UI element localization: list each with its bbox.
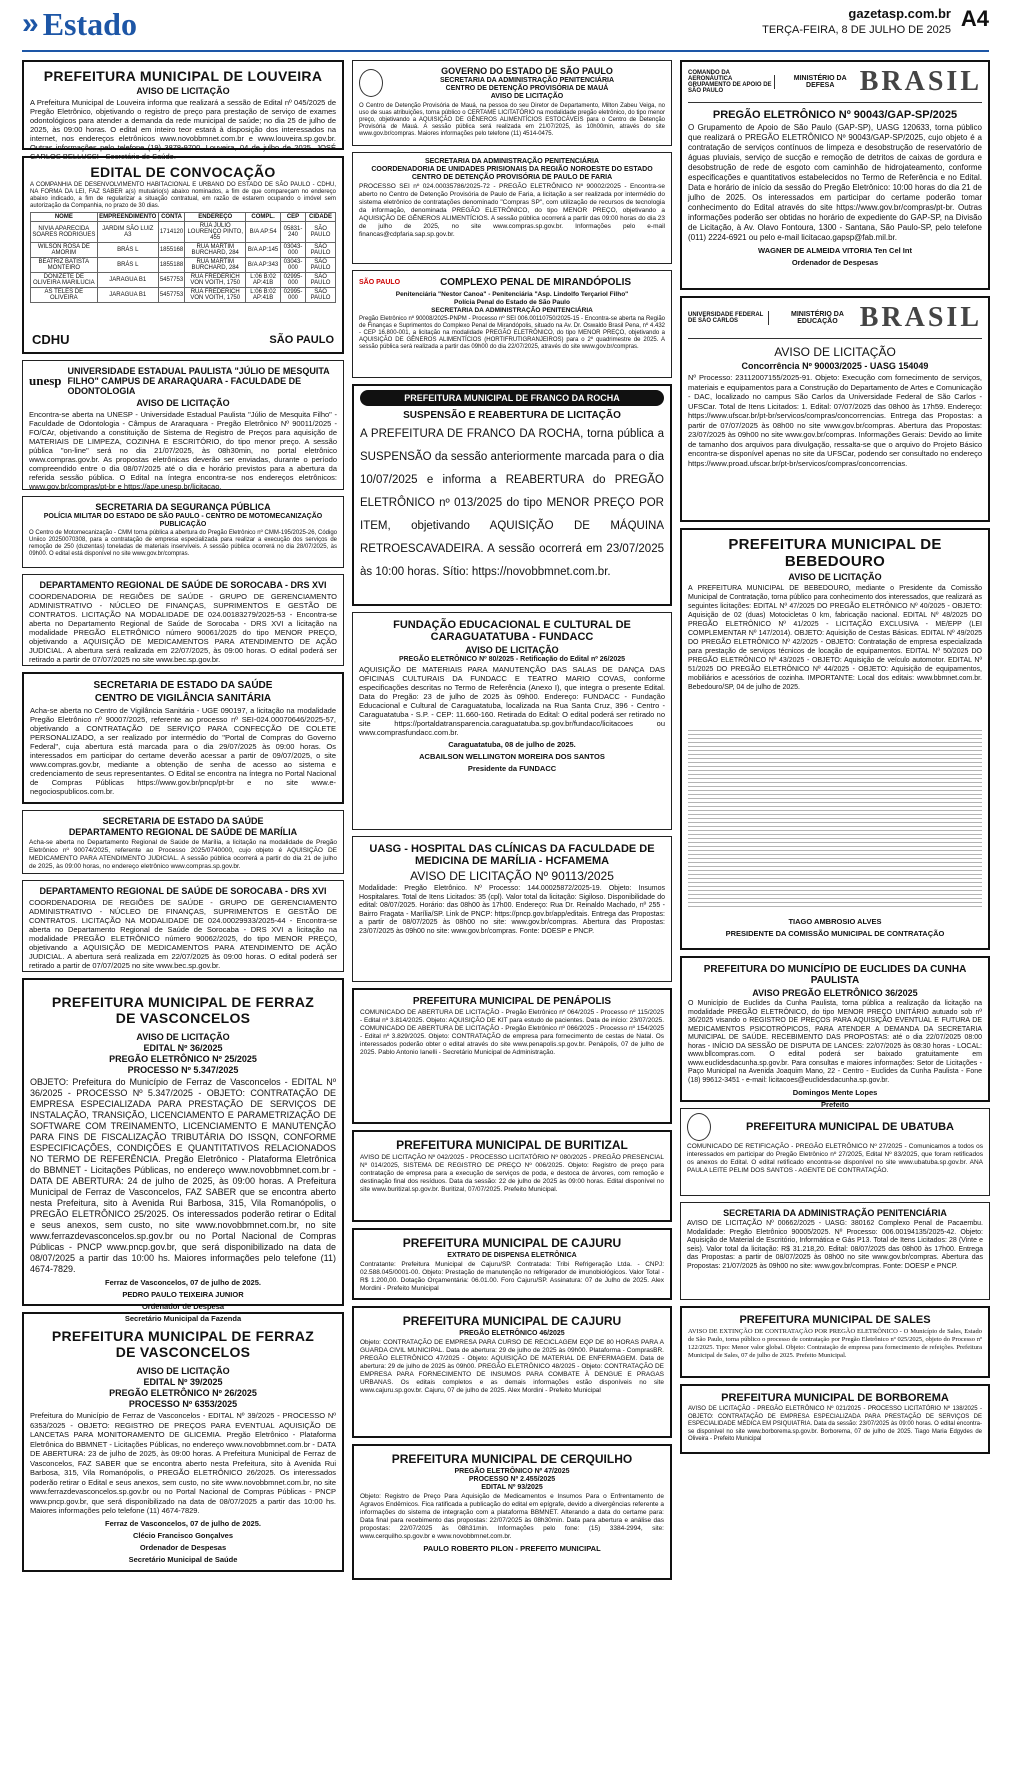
ad-title-2: DEPARTAMENTO REGIONAL DE SAÚDE DE MARÍLIA <box>68 827 298 837</box>
ad-body: O Centro de Motomecanização - CMM torna pública a abertura do Pregão Eletrônico nº CMM-195/2025-26, Código Uniico 20250070308, para a contratação de empresa especializada para realizar a execução dos serviços de remoção de 250 (duzentas) toneladas de materiais inservíveis. A sessão pública ocorrerá no dia 28/07/2025, às 09h00. O edital está disponível no site www.gov.br/compras. <box>29 530 337 557</box>
issue-date: TERÇA-FEIRA, 8 DE JULHO DE 2025 <box>762 24 951 36</box>
table-cell: 1855168 <box>158 243 184 258</box>
ad-title: PREFEITURA MUNICIPAL DE FERRAZ DE VASCONCELOS <box>51 994 315 1026</box>
signature-name: PAULO ROBERTO PILON - PREFEITO MUNICIPAL <box>423 1544 601 1553</box>
ad-title: AVISO DE LICITAÇÃO <box>774 345 896 359</box>
ad-subtitle: EDITAL Nº 39/2025 <box>143 1377 223 1387</box>
ad-vigilancia <box>22 672 344 804</box>
signature-role: Presidente da FUNDACC <box>467 764 557 773</box>
ad-title: FUNDAÇÃO EDUCACIONAL E CULTURAL DE CARAGUATATUBA - FUNDACC <box>393 619 631 643</box>
ad-ferraz-1 <box>22 978 344 1323</box>
ad-title: SECRETARIA DA ADMINISTRAÇÃO PENITENCIÁRIA <box>723 1208 947 1218</box>
table-cell: B/A AP:343 <box>246 258 281 273</box>
masthead-rule <box>22 50 989 52</box>
ad-subtitle-2: PUBLICAÇÃO <box>159 521 207 528</box>
city-crest-icon <box>687 1113 711 1141</box>
ad-subtitle: COORDENADORIA DE UNIDADES PRISIONAIS DA REGIÃO NOROESTE DO ESTADO <box>371 166 653 173</box>
ad-title: PREFEITURA DO MUNICÍPIO DE EUCLIDES DA CUNHA PAULISTA <box>703 964 967 986</box>
table-cell: JARAGUA B1 <box>97 273 158 288</box>
ad-title: SECRETARIA DA ADMINISTRAÇÃO PENITENCIÁRIA <box>424 158 600 165</box>
signature-name: TIAGO AMBROSIO ALVES <box>788 917 882 926</box>
table-cell: B/A AP:145 <box>246 243 281 258</box>
ad-penitenciaria <box>352 152 672 264</box>
ad-title-2: CENTRO DE VIGILÂNCIA SANITÁRIA <box>94 693 272 704</box>
ad-body: A COMPANHIA DE DESENVOLVIMENTO HABITACIONAL E URBANO DO ESTADO DE SÃO PAULO - CDHU, NA FORMA DA LEI, FAZ SABER a(s) mutuário(s) abaixo nominados, a fim de que compareçam no endereço abaixo indicado, a fim de regularizar a situação contratual, em razão de estarem ocupando o imóvel sem autorização da Companhia, no prazo de 30 dias. <box>30 182 336 209</box>
ad-mirandopolis <box>352 270 672 378</box>
ad-title: SUSPENSÃO E REABERTURA DE LICITAÇÃO <box>403 410 621 421</box>
table-header: CEP <box>280 213 305 222</box>
ad-body: Prefeitura do Município de Ferraz de Vasconcelos - EDITAL Nº 39/2025 - PROCESSO Nº 6353/2025 - OBJETO: REGISTRO DE PREÇOS PARA EVENTUAL AQUISIÇÃO DE LANCETAS PARA MONITORAMENTO DE GLICEMIA. Pregão Eletrônico - Plataforma Eletrônica do BBMNET - Licitações Públicas, no endereço www.novobbmnet.com.br - DATA DE ABERTURA: 23 de julho de 2025, às 09:00 horas. A Prefeitura Municipal de Ferraz de Vasconcelos, FAZ SABER que se encontra aberto nesta Prefeitura, sito à Avenida Rui Barbosa, 315, Vila Romanópolis, o PREGÃO ELETRÔNICO 26/2025. Os interessados poderão retirar o Edital e seus anexos, sem custo, no site www.novobbmnet.com.br, no site www.ferrazdevasconcelos.sp.gov.br ou no Portal Nacional de Compras Públicas - PNCP www.pncp.gov.br, que será disponibilizado na data de 08/07/2025 a partir das 10:00 hs. Maiores informações pelo telefone (11) 4674-7829. <box>30 1411 336 1515</box>
ad-body: O Município de Euclides da Cunha Paulista, torna pública a realização da licitação na modalidade PREGÃO ELETRÔNICO, do tipo MENOR PREÇO UNITÁRIO autuado sob nº 36/2025 visando o REGISTRO DE PREÇOS PARA AQUISIÇÃO EVENTUAL E FUTURA DE MEDICAMENTOS PSICOTRÓPICOS, PARA ATENDER A DEMANDA DA SECRETARIA MUNICIPAL DE SAÚDE. RECEBIMENTO DAS PROPOSTAS: até o dia 22/07/2025 08:00 horas - INÍCIO DA SESSÃO DE DISPUTA DE LANCES: 22/07/2025 às 08:30 horas - LOCAL: www.bllcompras.com. O edital poderá ser baixado gratuitamente em www.euclidesdacunha.sp.gov.br. Para consultas e maiores informações: Setor de Licitações - Paço Municipal na Avenida Joaquim Mano, 22 - Centro - Euclides da Cunha Paulista - Fone (18) 99612-3451 - e-mail: licitacoes@euclidesdacunha.sp.gov.br. <box>688 1000 982 1084</box>
ministry-name: MINISTÉRIO DA DEFESA <box>774 75 860 89</box>
ad-body: Nº Processo: 23112007155/2025-91. Objeto: Execução com fornecimento de serviços, materiais e equipamentos para a Construção do Departamento de Artes e Comunicação - DAC, localizado no campus São Carlos da Universidade Federal de São Carlos - UFSCar. Total de Itens Licitados: 1. Edital: 07/07/2025 das 08h00 às 17h59. Endereço: https://www.ufscar.br/pt-br/servicos/compras/concorrencias. Entrega das Propostas: a partir de 07/07/2025 às 08h00 no site www.gov.br/compras. Abertura das Propostas: 23/07/2025 às 09h00 no site www.gov.br/compras. Informações Gerais: Devido ao limite de tamanho dos arquivos para divulgação, ressalta-se que o arquivo do Projeto Básico encontra-se disponível apenas no site da UFSCar, podendo ser consultado no endereço https://www.proad.ufscar.br/pt-br/servicos/compras/concorrencias. <box>688 373 982 468</box>
ad-body: Pregão Eletrônico nº 90008/2025-PNPM - Processo nº SEI 006.00110750/2025-15 - Encontra-se aberta na Região de Finanças e Suprimentos do Complexo Penal de Mirandópolis, situado na Av. Dr. Oswaldo Brasil Pena, nº 4.432 - CEP 16.800-001, a licitação na modalidade PREGÃO ELETRÔNICO, do tipo MENOR PREÇO, objetivando a AQUISIÇÃO DE GÊNEROS ALIMENTÍCIOS (HORTIFRUTIGRANJEIROS) para o 2º quadrimestre de 2025. A sessão pública será realizada a partir das 09h00 do dia 22/07/2025, através do site www.gov.br/compras. <box>359 316 665 350</box>
ad-date: Ferraz de Vasconcelos, 07 de julho de 2025. <box>105 1278 261 1287</box>
ad-subtitle: PROCESSO Nº 5.347/2025 <box>127 1065 239 1075</box>
table-cell: WILSON ROSA DE AMORIM <box>31 243 98 258</box>
table-cell: 05831-240 <box>280 222 305 243</box>
ad-subtitle: AVISO DE LICITAÇÃO <box>788 572 882 582</box>
chevron-logo-icon: » <box>22 7 33 40</box>
gov-header <box>359 65 665 101</box>
ad-body: Acha-se aberta no Departamento Regional de Saúde de Marília, a licitação na modalidade de Pregão Eletrônico nº 90074/2025, referente ao Processo 2025/0740000, cujo objeto é AQUISIÇÃO DE MEDICAMENTO PARA ATENDIMENTO JUDICIAL. A sessão pública ocorrerá a partir do dia 21 de julho de 2025, às 09:00 horas, no endereço eletrônico www.compras.sp.gov.br. <box>29 839 337 870</box>
table-cell: NIVIA APARECIDA SOARES RODRIGUES <box>31 222 98 243</box>
org-name: COMANDO DA AERONÁUTICA GRUPAMENTO DE APOIO DE SÃO PAULO <box>688 70 772 94</box>
ad-subtitle: EXTRATO DE DISPENSA ELETRÔNICA <box>447 1252 577 1259</box>
table-cell: SÃO PAULO <box>306 243 336 258</box>
ad-body: COORDENADORIA DE REGIÕES DE SAÚDE - GRUPO DE GERENCIAMENTO ADMINISTRATIVO - NÚCLEO DE FINANÇAS, SUPRIMENTOS E GESTÃO DE CONTRATOS. LICITAÇÃO NA MODALIDADE DE 024.00183279/2025-53 - Encontra-se aberta no Departamento Regional de Saúde de Sorocaba - DRS XVI a licitação na modalidade PREGÃO ELETRÔNICO número 90061/2025 do tipo MENOR PREÇO, objetivando a AQUISIÇÃO DE MEDICAMENTOS PARA ATENDIMENTO DE AÇÃO JUDICIAL. A abertura será realizada em 22/07/2025, às 09:00 horas. O edital poderá ser retirado a partir de 07/07/2025 no site www.bec.sp.gov.br. <box>29 592 337 664</box>
ad-date: Caraguatatuba, 08 de julho de 2025. <box>448 740 576 749</box>
table-row <box>31 243 336 258</box>
ad-title: SECRETARIA DE ESTADO DA SAÚDE <box>93 680 273 691</box>
ad-title: PREFEITURA MUNICIPAL DE UBATUBA <box>746 1121 954 1133</box>
ad-penapolis <box>352 988 672 1124</box>
column-2 <box>352 60 672 1776</box>
ad-title: PREFEITURA MUNICIPAL DE BEBEDOURO <box>728 536 942 570</box>
ad-ferraz-2 <box>22 1312 344 1572</box>
org-name: UNIVERSIDADE FEDERAL DE SÃO CARLOS <box>688 312 764 324</box>
ad-body: OBJETO: Prefeitura do Município de Ferraz de Vasconcelos - EDITAL Nº 36/2025 - PROCESSO Nº 5.347/2025 - OBJETO: CONTRATAÇÃO DE EMPRESA ESPECIALIZADA PARA PRESTAÇÃO DE SERVIÇOS DE INSTALAÇÃO, TRANSIÇÃO, LICENCIAMENTO E PARAMETRIZAÇÃO DE SOFTWARE COM TREINAMENTO, LICENCIAMENTO E MANUTENÇÃO PARA FINS DE FISCALIZAÇÃO TRIBUTÁRIA DO ISSQN, CONFORME ESPECIFICAÇÕES, CONDIÇÕES E QUANTITATIVOS RELACIONADOS NO TERMO DE REFERÊNCIA. Pregão Eletrônico - Plataforma Eletrônica do BBMNET - Licitações Públicas, no endereço www.novobbmnet.com.br - DATA DE ABERTURA: 24 de julho de 2025, às 09:00 horas. A Prefeitura Municipal de Ferraz de Vasconcelos, FAZ SABER que se encontra aberto nesta Prefeitura, sito à Avenida Rui Barbosa, 315, Vila Romanópolis, o PREGÃO ELETRÔNICO 25/2025. Os interessados poderão retirar o Edital e seus anexos, sem custo, no site www.novobbmnet.com.br, no site www.ferrazdevasconcelos.sp.gov.br ou no Portal Nacional de Compras Públicas - PNCP www.pncp.gov.br, que será disponibilizado na data de 08/07/2025 a partir das 10:00 hs. Maiores informações pelo telefone (11) 4674-7829. <box>30 1077 336 1274</box>
ad-ufscar <box>680 296 990 522</box>
table-cell: RUA MARTIM BURCHARD, 284 <box>185 243 246 258</box>
ad-subtitle: AVISO DE LICITAÇÃO <box>136 398 230 408</box>
ad-body: AVISO DE LICITAÇÃO Nº 00662/2025 - UASG: 380162 Complexo Penal de Pacaembu. Modalidade: Pregão Eletrônico 90005/2025. Nº Processo: 006.00194135/2025-42. Objeto: Aquisição de Material de Escritório, Informática e Gás P13. Total de Itens Licitados: 28 (Vinte e seis). Valor total da licitação: R$ 31.218,20. Edital: 08/07/2025 das 08h00 às 17h00. Entrega das Propostas: a partir de 08/07/2025 às 08h00 no site www.gov.br/compras. Abertura das Propostas: 21/07/2025 às 09h00 no site: www.gov.br/compras. Fonte: DOESP e PNCP. <box>687 1220 983 1270</box>
table-cell: 1855188 <box>158 258 184 273</box>
table-cell: AS TELES DE OLIVEIRA <box>31 288 98 303</box>
signature-role: Ordenador de Despesa <box>141 1302 225 1311</box>
ad-gov-maua <box>352 60 672 146</box>
ad-title: PREGÃO ELETRÔNICO Nº 90043/GAP-SP/2025 <box>712 109 958 121</box>
ad-body: AQUISIÇÃO DE MATERIAIS PARA MANUTENÇÃO DAS SALAS DE DANÇA DAS OFICINAS CULTURAIS DA FUNDACC E TEATRO MARIO COVAS, conforme especificações descritas no Termo de Referência (Anexo I), que integra o presente Edital. Data do Pregão: 23 de julho de 2025 às 09h00. Endereço: FUNDACC - Fundação Educacional e Cultural de Caraguatatuba, localizada na Rua Santa Cruz, 396 - Centro - Caraguatatuba - S.P. - CEP: 11.660-160. Retirada do Edital: O edital poderá ser retirado no site https://portaldatransparencia.caraguatatuba.sp.gov.br/fundacc/licitacoes ou www.comprasfundacc.com.br. <box>359 665 665 737</box>
ad-subtitle: Polícia Penal do Estado de São Paulo <box>454 299 570 306</box>
unesp-logo: unesp <box>29 373 62 388</box>
ad-uasg-hcfamema <box>352 836 672 982</box>
gov-header <box>359 275 665 290</box>
column-1 <box>22 60 344 1776</box>
ad-cajuru-2 <box>352 1306 672 1438</box>
table-cell: 5457753 <box>158 288 184 303</box>
ministry-header <box>688 302 982 339</box>
ad-subtitle: EDITAL Nº 36/2025 <box>143 1043 223 1053</box>
table-cell: DONIZETE DE OLIVEIRA MARILUCIA <box>31 273 98 288</box>
signature-role: PRESIDENTE DA COMISSÃO MUNICIPAL DE CONTRATAÇÃO <box>725 929 945 938</box>
section-title: Estado <box>42 6 137 42</box>
table-cell: BEATRIZ BATISTA MONTEIRO <box>31 258 98 273</box>
signature-role: Prefeito <box>821 1100 849 1109</box>
signature-dept: Secretário Municipal de Saúde <box>128 1554 238 1564</box>
table-cell: JARAGUA B1 <box>97 288 158 303</box>
table-row <box>31 273 336 288</box>
ad-bebedouro <box>680 528 990 950</box>
table-header: NOME <box>31 213 98 222</box>
table-row <box>31 288 336 303</box>
brasil-logo: BRASIL <box>859 66 982 97</box>
ad-body: AVISO DE EXTINÇÃO DE CONTRATAÇÃO POR PREGÃO ELETRÔNICO - O Município de Sales, Estado de São Paulo, torna público o processo de contratação por Pregão Eletrônico nº 025/2025, objeto do Processo nº 122/2025. Tipo: Menor valor global. Objeto: Contratação de empresa para fornecimento de refeições. Prefeitura Municipal de Sales, 07 de julho de 2025. Prefeito Municipal. <box>688 1328 982 1359</box>
table-cell: SÃO PAULO <box>306 258 336 273</box>
ad-seguranca <box>22 496 344 568</box>
sao-paulo-logo: SÃO PAULO <box>359 279 401 286</box>
table-cell: RUA JULIO LOURENÇO PINTO, 455 <box>185 222 246 243</box>
ad-subtitle: AVISO DE LICITAÇÃO <box>136 1032 230 1042</box>
ad-cajuru-1 <box>352 1228 672 1300</box>
table-cell: BRÁS L <box>97 258 158 273</box>
table-header: CIDADE <box>306 213 336 222</box>
signature-dept: Secretário Municipal da Fazenda <box>124 1314 242 1323</box>
table-header: COMPL. <box>246 213 281 222</box>
ad-subtitle: EDITAL Nº 93/2025 <box>481 1484 543 1491</box>
convocation-table <box>30 212 336 303</box>
table-cell: RUA FREDERICH VON VOITH, 1750 <box>185 273 246 288</box>
ad-subtitle: AVISO DE LICITAÇÃO Nº 90113/2025 <box>410 869 614 883</box>
table-row <box>31 258 336 273</box>
section-logo <box>22 8 137 40</box>
ministry-name: MINISTÉRIO DA EDUCAÇÃO <box>768 311 860 325</box>
ad-title: SECRETARIA DE ESTADO DA SAÚDE <box>102 816 264 826</box>
ad-body: O Grupamento de Apoio de São Paulo (GAP-SP), UASG 120633, torna público que realizará o PREGÃO ELETRÔNICO Nº 90043/GAP-SP/2025, cujo objeto é a contratação de serviços contínuos de limpeza e desobstrução de reservatório de águas pluviais, serviço de sucção e remoção de detritos de caixas de gordura e desobstrução de rede de esgoto com caminhão de hidrojateamento, conforme especificações e quantitativos estabelecidos no Termo de Referência e no Edital. Data e horário de início da sessão do Pregão Eletrônico: 10:00 horas do dia 21 de julho de 2025. Os interessados em participar do certame poderão tomar conhecimento do Edital através do site https://www.gov.br/compras/pt-br. Outras informações poderão ser obtidas no horário de expediente do GAP-SP, na Divisão de Licitação, à Av. Olavo Fontoura, 1300 - Santana, São Paulo-SP, pelo telefone (011) 2224-6921 ou pelo e-mail licitacao.gapsp@fab.mil.br. <box>688 123 982 242</box>
table-cell: 03043-000 <box>280 258 305 273</box>
brasil-logo: BRASIL <box>859 302 982 333</box>
table-cell: SÃO PAULO <box>306 222 336 243</box>
ad-banner: PREFEITURA MUNICIPAL DE FRANCO DA ROCHA <box>360 390 664 406</box>
table-cell: B/A AP:54 <box>246 222 281 243</box>
ad-title: DEPARTAMENTO REGIONAL DE SAÚDE DE SOROCABA - DRS XVI <box>39 580 327 590</box>
ad-body: Acha-se aberta no Centro de Vigilância Sanitária - UGE 090197, a licitação na modalidade Pregão Eletrônico nº 90007/2025, referente ao processo nº SEI-024.00070646/2025-57, objetivando a CONTRATAÇÃO DE SERVIÇO PARA CONFECÇÃO DE COLETE PERSONALIZADO, a ser realizado por intermédio do "Portal de Compras do Governo Federal", cuja abertura está marcada para o dia 29/07/2025 às 09:00 horas. Os interessados em participar do certame deverão acessar a partir de 09/07/2025, o site www.compras.gov.br, mediante a obtenção de senha de acesso ao sistema e credenciamento de seus representantes. O Edital se encontra na íntegra no Portal Nacional de Compras Públicas https://www.gov.br/pncp/pt-br e no site www.e-negociospublicos.com.br. <box>30 706 336 796</box>
ad-louveira <box>22 60 344 161</box>
ad-borborema <box>680 1384 990 1454</box>
ad-subtitle: PROCESSO Nº 2.455/2025 <box>468 1476 556 1483</box>
unesp-header <box>29 365 337 397</box>
ad-sorocaba-1 <box>22 574 344 666</box>
signature-role: Ordenador de Despesas <box>791 258 879 267</box>
ad-title: PREFEITURA MUNICIPAL DE CERQUILHO <box>391 1452 633 1466</box>
ad-sap-pacaembu <box>680 1202 990 1300</box>
table-cell: 02995-000 <box>280 288 305 303</box>
ad-buritizal <box>352 1130 672 1222</box>
ministry-header <box>688 66 982 103</box>
ad-body: Objeto: CONTRATAÇÃO DE EMPRESA PARA CURSO DE RECICLAGEM EQP DE 80 HORAS PARA A GUARDA CIVIL MUNICIPAL. Data de abertura: 29 de julho de 2025 às 09h00. Plataforma - ComprasBR. PREGÃO ELETRÔNICO 47/2025 - Objeto: AQUISIÇÃO DE MATERIAL DE ENFERMAGEM. Data de abertura: 29 de julho de 2025 às 09h00. PREGÃO ELETRÔNICO 48/2025 - Objeto: CONTRATAÇÃO DE EMPRESA PARA FORNECIMENTO DE INSUMOS PARA COMBATE À DENGUE E PRAGAS URBANAS. Os editais completos e as demais informações estão disponíveis no site www.cajuru.sp.gov.br. Cajuru, 07 de julho de 2025. Alex Mordini - Prefeito Municipal <box>360 1339 664 1394</box>
cdhu-logo: CDHU <box>32 332 70 347</box>
ad-subtitle: AVISO DE LICITAÇÃO <box>465 645 559 655</box>
ad-subtitle: SECRETARIA DA ADMINISTRAÇÃO PENITENCIÁRIA <box>439 77 615 84</box>
table-header: CONTA <box>158 213 184 222</box>
ad-body: A PREFEITURA MUNICIPAL DE BEBEDOURO, mediante o Presidente da Comissão Municipal de Contratação, torna público para conhecimento dos interessados, que realizará as seguintes licitações: EDITAL Nº 47/2025 DO PREGÃO ELETRÔNICO Nº 40/2025 - OBJETO: Aquisição de 02 (duas) Motocicletas 0 km, fabricação nacional. EDITAL Nº 48/2025 DO PREGÃO ELETRÔNICO Nº 41/2025 - LICITAÇÃO EXCLUSIVA - ME/EPP (LEI COMPLEMENTAR Nº 147/2014). OBJETO: Aquisição de Cestas Básicas. EDITAL Nº 49/2025 DO PREGÃO ELETRÔNICO Nº 42/2025 - OBJETO: Contratação de empresa especializada para prestação de serviços técnicos de locação de equipamentos. EDITAL Nº 50/2025 DO PREGÃO ELETRÔNICO Nº 43/2025 - OBJETO: Aquisição de veículo automotor. EDITAL Nº 51/2025 DO PREGÃO ELETRÔNICO Nº 44/2025 - OBJETO: Aquisição de equipamentos, mobiliários e acessórios de cozinha. IMPORTANTE: Local dos editais: www.bbmnet.com.br. Bebedouro/SP, 04 de julho de 2025. <box>688 585 982 691</box>
table-cell: L:06 B:02 AP:41B <box>246 288 281 303</box>
table-header-row <box>31 213 336 222</box>
ad-subtitle: AVISO DE LICITAÇÃO <box>490 93 564 100</box>
ad-subtitle: AVISO PREGÃO ELETRÔNICO 36/2025 <box>752 988 918 998</box>
ad-ubatuba <box>680 1108 990 1196</box>
ad-marilia <box>22 810 344 874</box>
table-cell: BRÁS L <box>97 243 158 258</box>
ad-body: AVISO DE LICITAÇÃO Nº 042/2025 - PROCESSO LICITATÓRIO Nº 080/2025 - PREGÃO PRESENCIAL Nº 014/2025, SISTEMA DE REGISTRO DE PREÇO Nº 006/2025. Objeto: Registro de preço para contratação de empresa para a execução de serviços de poda, e destoca de árvores, com remoção e destinação final dos resíduos. Data da sessão: 22 de julho de 2025 às 09:00 horas. Edital disponível no site www.buritizal.sp.gov.br. Buritizal, 07/07/2025. Prefeito Municipal. <box>360 1154 664 1193</box>
ad-gap-sp <box>680 60 990 290</box>
ad-franco-da-rocha <box>352 384 672 606</box>
ad-subtitle: POLÍCIA MILITAR DO ESTADO DE SÃO PAULO - CENTRO DE MOTOMECANIZAÇÃO <box>43 513 323 520</box>
ad-subtitle: PREGÃO ELETRÔNICO Nº 80/2025 - Retificação do Edital nº 26/2025 <box>398 656 626 663</box>
table-header: ENDEREÇO <box>185 213 246 222</box>
ad-title: PREFEITURA MUNICIPAL DE CAJURU <box>402 1314 622 1328</box>
ad-subtitle: PREGÃO ELETRÔNICO Nº 47/2025 <box>454 1468 570 1475</box>
ad-body: AVISO DE LICITAÇÃO - PREGÃO ELETRÔNICO Nº 021/2025 - PROCESSO LICITATÓRIO Nº 138/2025 - OBJETO: CONTRATAÇÃO DE EMPRESA ESPECIALIZADA PARA PRESTAÇÃO DE SERVIÇOS DE ESPECIALIDADE MÉDICA EM PSIQUIATRIA. Data da sessão: 23/07/2025 às 09:00 horas. O edital encontra-se disponível no site www.borborema.sp.gov.br. Borborema, 07 de julho de 2025. Tiago Maria Edgydes de Oliveira - Prefeito Municipal <box>688 1406 982 1442</box>
ad-subtitle: AVISO DE LICITAÇÃO <box>136 86 230 96</box>
signature-name: Clécio Francisco Gonçalves <box>132 1530 234 1540</box>
ad-body: Contratante: Prefeitura Municipal de Cajuru/SP. Contratada: Tribi Refrigeração Ltda. - CNPJ: 02.588.045/0001-00. Objeto: Prestação de manutenção no refrigerador de imunobiológicos. Valor Total - R$ 1.200,00. Dotação Orçamentária: 06.01.00. Foro Cajuru/SP. Assinatura: 07 de Julho de 2025. Alex Mordini - Prefeito Municipal <box>360 1261 664 1292</box>
ad-title: UNIVERSIDADE ESTADUAL PAULISTA "JÚLIO DE MESQUITA FILHO" CAMPUS DE ARARAQUARA - FACULDADE DE ODONTOLOGIA <box>67 366 330 396</box>
ad-title: EDITAL DE CONVOCAÇÃO <box>90 164 276 180</box>
ad-subtitle: Penitenciária "Nestor Canoa" - Penitenciária "Asp. Lindolfo Terçariol Filho" <box>395 291 629 298</box>
fine-print-block <box>688 730 982 910</box>
table-cell: 02995-000 <box>280 273 305 288</box>
ad-title: PREFEITURA MUNICIPAL DE SALES <box>739 1314 931 1326</box>
ad-title: DEPARTAMENTO REGIONAL DE SAÚDE DE SOROCABA - DRS XVI <box>39 886 327 896</box>
ad-title: PREFEITURA MUNICIPAL DE LOUVEIRA <box>43 68 323 84</box>
ad-body: Modalidade: Pregão Eletrônico. Nº Processo: 144.00025872/2025-19. Objeto: Insumos Hospitalares. Total de Itens Licitados: 35 (cpl). Valor total da licitação: Sigiloso. Disponibilidade do edital: 08/07/2025. Horário: das 08h00 às 17h00. Endereço: Rua Dr. Reinaldo Machado, nº 255 - Bairro Fragata - Marília/SP. Link de PNCP: https://pncp.gov.br/app/editais. Entrega das Propostas: a partir de 08/07/2025 às 08h00 no site: www.gov.br/compras. Abertura das Propostas: 23/07/2025 às 09h00 no site: www.gov.br/compras. Fonte: DOESP e PNCP. <box>359 885 665 935</box>
sao-paulo-logo: SÃO PAULO <box>269 334 334 346</box>
ad-subtitle: Concorrência Nº 90003/2025 - UASG 154049 <box>741 361 929 371</box>
ad-title: SECRETARIA DA SEGURANÇA PÚBLICA <box>95 502 271 512</box>
ad-cerquilho <box>352 1444 672 1580</box>
ad-body: COMUNICADO DE RETIFICAÇÃO - PREGÃO ELETRÔNICO Nº 27/2025 - Comunicamos a todos os interessados em participar do Pregão Eletrônico nº 27/2025, Edital Nº 83/2025, que foram retificados os anexos do Edital. O edital retificado encontra-se disponível no site www.ubatuba.sp.gov.br. ANA PAULA LEITE PELIM DOS SANTOS - AGENTE DE CONTRATAÇÃO. <box>687 1143 983 1174</box>
ad-title: GOVERNO DO ESTADO DE SÃO PAULO <box>441 66 613 76</box>
ad-subtitle: PREGÃO ELETRÔNICO Nº 25/2025 <box>109 1054 257 1064</box>
table-cell: RUA MARTIM BURCHARD, 284 <box>185 258 246 273</box>
ad-sales <box>680 1306 990 1378</box>
table-cell: 5457753 <box>158 273 184 288</box>
ad-subtitle: SECRETARIA DA ADMINISTRAÇÃO PENITENCIÁRIA <box>431 307 593 314</box>
ad-subtitle: PREGÃO ELETRÔNICO 46/2025 <box>459 1330 565 1337</box>
table-header: EMPREENDIMENTO <box>99 214 157 220</box>
table-cell: RUA FREDERICH VON VOITH, 1750 <box>185 288 246 303</box>
ad-body: COMUNICADO DE ABERTURA DE LICITAÇÃO - Pregão Eletrônico nº 064/2025 - Processo nº 115/2025 - Edital nº 3.814/2025. Objeto: AQUISIÇÃO DE KIT para estudo de pacientes. Data de início: 23/07/2025. COMUNICADO DE ABERTURA DE LICITAÇÃO - Pregão Eletrônico nº 066/2025 - Processo nº 154/2025 - Edital nº 3.829/2025. Objeto: CONTRATAÇÃO de empresa para fornecimento de cestas de Natal. Os interessados poderão obter o edital através do site www.penapolis.sp.gov.br. Penápolis, 07 de julho de 2025. Pablo Antonio Ianelli - Secretário Municipal de Administração. <box>360 1009 664 1056</box>
ad-cdhu <box>22 156 344 354</box>
gov-header <box>687 1113 983 1141</box>
ad-body: A PREFEITURA DE FRANCO DA ROCHA, torna pública a SUSPENSÃO da sessão anteriormente marcada para o dia 10/07/2025 e informa a REABERTURA do PREGÃO ELETRÔNICO nº 013/2025 do tipo MENOR PREÇO POR ITEM, objetivando AQUISIÇÃO DE MÁQUINA RETROESCAVADEIRA. A sessão ocorrerá em 23/07/2025 às 10:00 horas. Sítio: https://novobbmnet.com.br. <box>360 428 664 578</box>
ad-title: PREFEITURA MUNICIPAL DE BURITIZAL <box>396 1138 628 1152</box>
table-cell: JARDIM SÃO LUIZ A3 <box>97 222 158 243</box>
signature-role: Ordenador de Despesas <box>139 1542 227 1552</box>
table-cell: L:06 B:02 AP:41B <box>246 273 281 288</box>
ad-date: Ferraz de Vasconcelos, 07 de julho de 2025. <box>105 1518 261 1528</box>
ad-euclides <box>680 956 990 1109</box>
ad-body: A Prefeitura Municipal de Louveira informa que realizará a sessão de Edital nº 045/2025 de Pregão Eletrônico, objetivando o registro de preço para prestação de serviço de exames odontológicos para atender a demanda da rede municipal de saúde; no dia 25 de julho de 2025, às 09:00 horas. O edital em inteiro teor estará à disposição dos interessados na internet, nos endereços eletrônicos www.novobbmnet.com.br e www.louveira.sp.gov.br. Outras informações pelo telefone (19) 3878-9700. Louveira, 04 de julho de 2025. JOSÉ CARLOS BELLUSSI - Secretário de Saúde. <box>30 98 336 161</box>
ad-subtitle: AVISO DE LICITAÇÃO <box>136 1366 230 1376</box>
ad-title: COMPLEXO PENAL DE MIRANDÓPOLIS <box>440 277 632 288</box>
ad-title: PREFEITURA MUNICIPAL DE FERRAZ DE VASCONCELOS <box>51 1328 315 1360</box>
ad-body: Objeto: Registro de Preço Para Aquisição de Medicamentos e Insumos Para o Enfrentamento de Agravos Endêmicos. Fica ratificada a publicação do edital em epígrafe, devido a divergências referente a informações do sistema de integração com a plataforma BBMNET. Alterando a data do certame para: Data final para recebimento das propostas: 22/07/2025 às 08h30min. Data para abertura e análise das propostas: 22/07/2025 às 08h31min. Informações pelo fone: (15) 3384-2994, site: www.cerquilho.sp.gov.br e www.novobbmnet.com.br. <box>360 1493 664 1540</box>
page-number: A4 <box>960 6 989 31</box>
signature-name: Domingos Mente Lopes <box>792 1088 878 1097</box>
table-cell: 03043-000 <box>280 243 305 258</box>
ad-title: PREFEITURA MUNICIPAL DE PENÁPOLIS <box>412 996 612 1007</box>
column-3 <box>680 60 990 1776</box>
ad-subtitle: PROCESSO Nº 6353/2025 <box>128 1399 238 1409</box>
ad-title: PREFEITURA MUNICIPAL DE BORBOREMA <box>721 1392 949 1404</box>
ad-body: O Centro de Detenção Provisória de Mauá, na pessoa do seu Diretor de Departamento, Milton Zabeu Veiga, no uso de suas atribuições, torna público o CERTAME LICITATÓRIO na modalidade pregão eletrônico, do tipo menor preço, objetivando a AQUISIÇÃO DE GÊNEROS ALIMENTÍCIOS ESTOCÁVEIS para o Centro de Detenção Provisória de Mauá. A sessão pública será realizada em 21/07/2025, às 10h00min, através do site www.gov.br/compras. Maiores informações pelo telefone (11) 4514-0475. <box>359 103 665 137</box>
ad-title: PREFEITURA MUNICIPAL DE CAJURU <box>402 1236 622 1250</box>
ad-body: PROCESSO SEI nº 024.00035786/2025-72 - PREGÃO ELETRÔNICO Nº 90002/2025 - Encontra-se aberto no Centro de Detenção Provisória de Paulo de Faria, a licitação a ser realizada por intermédio do sistema eletrônico de contratações denominado "Compras SP", com utilização de recursos de tecnologia da informação, denominada PREGÃO ELETRÔNICO, do tipo MENOR PREÇO, objetivando a AQUISIÇÃO DE GÊNEROS ALIMENTÍCIOS. A sessão pública ocorrerá a partir das 09:00 horas do dia 23 de julho de 2025, no site www.compras.sp.gov.br. Informações pelo e-mail financas@cdpfaria.sap.sp.gov.br. <box>359 183 665 238</box>
table-row <box>31 222 336 243</box>
table-cell: 1714120 <box>158 222 184 243</box>
masthead <box>0 0 1011 52</box>
ad-unesp <box>22 360 344 490</box>
site-url[interactable]: gazetasp.com.br <box>848 6 951 21</box>
ad-body: Encontra-se aberta na UNESP - Universidade Estadual Paulista "Júlio de Mesquita Filho" - Faculdade de Odontologia - Câmpus de Araraquara - Pregão Eletrônico Nº 90011/2025 - FO/CAr, objetivando a constituição de Sistema de Registro de Preços para aquisição de MATERIAIS DE LIMPEZA, COZINHA E ESCRITÓRIO, do tipo menor preço. A sessão pública "on-line" será no dia 21/07/2025, às 08h30min, no portal eletrônico www.compras.gov.br. As propostas eletrônicas deverão ser enviadas, durante o período compreendido entre o dia 08/07/2025 até o dia e horário previstos para a abertura da referida sessão pública. O Edital na íntegra encontra-se nos endereços eletrônicos: www.gov.br/compras/pt-br e https://ape.unesp.br/licitacao. <box>29 410 337 491</box>
ad-subtitle: CENTRO DE DETENÇÃO PROVISÓRIA DE PAULO DE FARIA <box>411 174 613 181</box>
ad-fundacc <box>352 612 672 830</box>
ad-body: COORDENADORIA DE REGIÕES DE SAÚDE - GRUPO DE GERENCIAMENTO ADMINISTRATIVO - NÚCLEO DE FINANÇAS, SUPRIMENTOS E GESTÃO DE CONTRATOS. LICITAÇÃO NA MODALIDADE DE 024.00029933/2025-44 - Encontra-se aberta no Departamento Regional de Saúde de Sorocaba - DRS XVI a licitação na modalidade PREGÃO ELETRÔNICO número 90062/2025, do tipo MENOR PREÇO, objetivando a AQUISIÇÃO DE MEDICAMENTOS PARA ATENDIMENTO DE AÇÃO JUDICIAL. A abertura será realizada em 22/07/2025 às 09:00 horas. O edital poderá ser retirado a partir de 07/07/2025 no site www.bec.sp.gov.br. <box>29 898 337 970</box>
signature-name: WAGNER DE ALMEIDA VITORIA Ten Cel Int <box>758 246 912 255</box>
table-cell: SÃO PAULO <box>306 288 336 303</box>
state-crest-icon <box>359 69 383 97</box>
table-cell: SÃO PAULO <box>306 273 336 288</box>
ad-subtitle: PREGÃO ELETRÔNICO Nº 26/2025 <box>109 1388 257 1398</box>
ad-title: UASG - HOSPITAL DAS CLÍNICAS DA FACULDADE DE MEDICINA DE MARÍLIA - HCFAMEMA <box>369 843 655 867</box>
ad-subtitle: CENTRO DE DETENÇÃO PROVISÓRIA DE MAUÁ <box>445 85 609 92</box>
signature-name: PEDRO PAULO TEIXEIRA JUNIOR <box>122 1290 244 1299</box>
signature-name: ACBAILSON WELLINGTON MOREIRA DOS SANTOS <box>419 752 605 761</box>
ad-sorocaba-2 <box>22 880 344 972</box>
